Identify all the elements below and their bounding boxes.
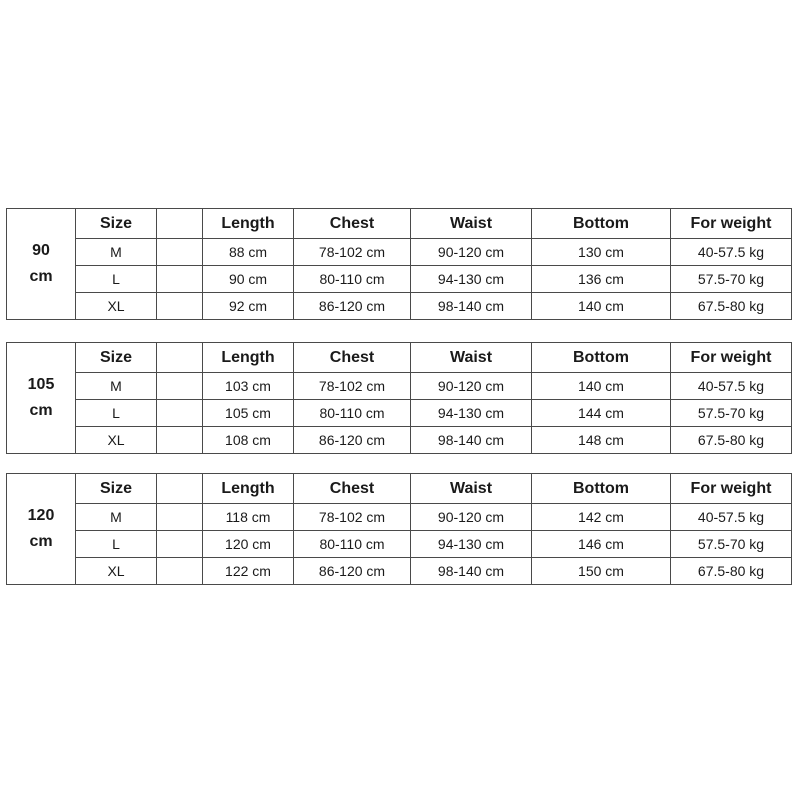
cell-waist: 94-130 cm: [411, 266, 532, 293]
group-unit: cm: [29, 402, 53, 419]
cell-blank: [157, 239, 203, 266]
cell-waist: 90-120 cm: [411, 239, 532, 266]
cell-bottom: 146 cm: [532, 531, 671, 558]
cell-chest: 78-102 cm: [294, 239, 411, 266]
size-table-90cm: [6, 208, 792, 320]
header-bottom: Bottom: [532, 474, 671, 504]
table-row: [7, 531, 792, 558]
cell-blank: [157, 558, 203, 585]
cell-waist: 98-140 cm: [411, 558, 532, 585]
cell-size: M: [76, 239, 157, 266]
cell-waist: 90-120 cm: [411, 373, 532, 400]
header-row: [7, 209, 792, 239]
group-unit: cm: [29, 533, 53, 550]
group-value: 120: [27, 507, 55, 524]
cell-bottom: 142 cm: [532, 504, 671, 531]
table-row: [7, 504, 792, 531]
header-row: [7, 474, 792, 504]
cell-length: 120 cm: [203, 531, 294, 558]
group-value: 105: [27, 376, 55, 393]
header-blank: [157, 209, 203, 239]
header-length: Length: [203, 343, 294, 373]
table-row: [7, 400, 792, 427]
header-size: Size: [76, 209, 157, 239]
group-value: 90: [32, 242, 50, 259]
cell-bottom: 140 cm: [532, 373, 671, 400]
cell-chest: 80-110 cm: [294, 266, 411, 293]
cell-chest: 80-110 cm: [294, 400, 411, 427]
cell-length: 88 cm: [203, 239, 294, 266]
header-chest: Chest: [294, 474, 411, 504]
group-unit: cm: [29, 268, 53, 285]
header-length: Length: [203, 209, 294, 239]
header-for-weight: For weight: [671, 209, 792, 239]
cell-weight: 40-57.5 kg: [671, 373, 792, 400]
size-table-105cm: [6, 342, 792, 454]
cell-bottom: 150 cm: [532, 558, 671, 585]
table-row: [7, 558, 792, 585]
cell-weight: 67.5-80 kg: [671, 293, 792, 320]
header-chest: Chest: [294, 343, 411, 373]
header-bottom: Bottom: [532, 209, 671, 239]
cell-blank: [157, 373, 203, 400]
cell-weight: 57.5-70 kg: [671, 531, 792, 558]
cell-blank: [157, 293, 203, 320]
cell-size: L: [76, 400, 157, 427]
header-waist: Waist: [411, 343, 532, 373]
header-bottom: Bottom: [532, 343, 671, 373]
cell-length: 92 cm: [203, 293, 294, 320]
cell-chest: 86-120 cm: [294, 427, 411, 454]
header-size: Size: [76, 343, 157, 373]
cell-bottom: 140 cm: [532, 293, 671, 320]
group-label: [7, 343, 76, 454]
cell-chest: 78-102 cm: [294, 373, 411, 400]
size-table-120cm: [6, 473, 792, 585]
cell-size: XL: [76, 427, 157, 454]
header-blank: [157, 474, 203, 504]
group-label: [7, 474, 76, 585]
table-row: [7, 266, 792, 293]
table-row: [7, 293, 792, 320]
cell-size: XL: [76, 558, 157, 585]
cell-bottom: 136 cm: [532, 266, 671, 293]
header-waist: Waist: [411, 209, 532, 239]
cell-weight: 57.5-70 kg: [671, 266, 792, 293]
cell-length: 103 cm: [203, 373, 294, 400]
cell-weight: 67.5-80 kg: [671, 427, 792, 454]
header-blank: [157, 343, 203, 373]
cell-length: 105 cm: [203, 400, 294, 427]
cell-chest: 78-102 cm: [294, 504, 411, 531]
cell-bottom: 144 cm: [532, 400, 671, 427]
header-for-weight: For weight: [671, 343, 792, 373]
cell-bottom: 130 cm: [532, 239, 671, 266]
cell-blank: [157, 427, 203, 454]
group-label: [7, 209, 76, 320]
header-for-weight: For weight: [671, 474, 792, 504]
cell-blank: [157, 504, 203, 531]
header-waist: Waist: [411, 474, 532, 504]
cell-length: 90 cm: [203, 266, 294, 293]
cell-size: L: [76, 266, 157, 293]
cell-waist: 94-130 cm: [411, 531, 532, 558]
cell-chest: 86-120 cm: [294, 558, 411, 585]
cell-blank: [157, 266, 203, 293]
header-length: Length: [203, 474, 294, 504]
cell-chest: 80-110 cm: [294, 531, 411, 558]
cell-length: 108 cm: [203, 427, 294, 454]
header-chest: Chest: [294, 209, 411, 239]
cell-weight: 40-57.5 kg: [671, 239, 792, 266]
cell-size: M: [76, 504, 157, 531]
cell-waist: 90-120 cm: [411, 504, 532, 531]
cell-size: XL: [76, 293, 157, 320]
cell-size: M: [76, 373, 157, 400]
cell-blank: [157, 400, 203, 427]
table-row: [7, 239, 792, 266]
cell-weight: 40-57.5 kg: [671, 504, 792, 531]
cell-blank: [157, 531, 203, 558]
table-row: [7, 427, 792, 454]
cell-bottom: 148 cm: [532, 427, 671, 454]
cell-length: 118 cm: [203, 504, 294, 531]
cell-chest: 86-120 cm: [294, 293, 411, 320]
cell-waist: 94-130 cm: [411, 400, 532, 427]
header-size: Size: [76, 474, 157, 504]
cell-waist: 98-140 cm: [411, 293, 532, 320]
cell-waist: 98-140 cm: [411, 427, 532, 454]
header-row: [7, 343, 792, 373]
cell-length: 122 cm: [203, 558, 294, 585]
table-row: [7, 373, 792, 400]
cell-weight: 67.5-80 kg: [671, 558, 792, 585]
cell-size: L: [76, 531, 157, 558]
cell-weight: 57.5-70 kg: [671, 400, 792, 427]
